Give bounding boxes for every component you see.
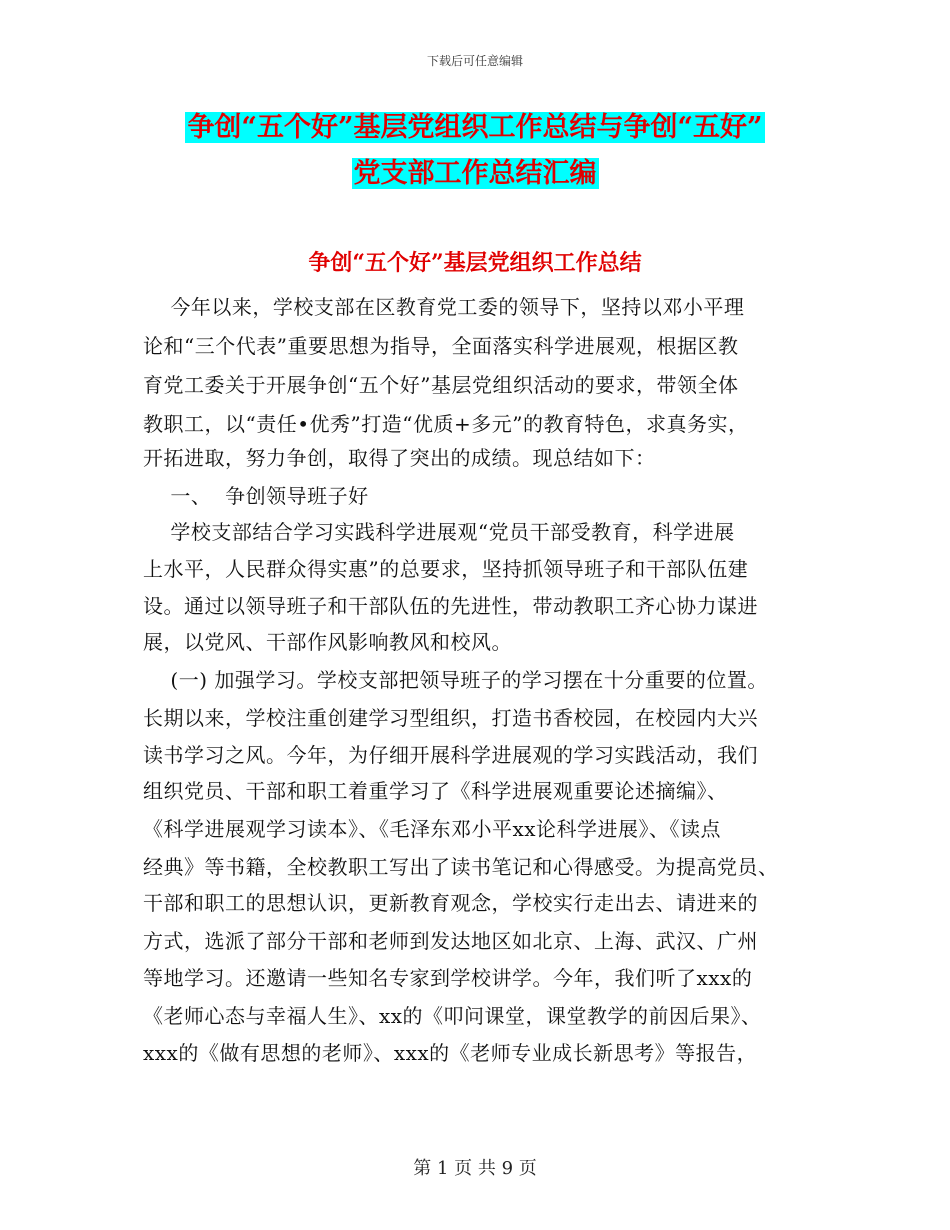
body-line: 育党工委关于开展争创“五个好”基层党组织活动的要求，带领全体 bbox=[143, 373, 739, 397]
body-line: 学校支部结合学习实践科学进展观“党员干部受教育，科学进展 bbox=[143, 520, 735, 544]
body-line: 设。通过以领导班子和干部队伍的先进性，带动教职工齐心协力谋进 bbox=[143, 594, 758, 618]
body-line: 《科学进展观学习读本》、《毛泽东邓小平xx论科学进展》、《读点 bbox=[143, 817, 722, 841]
body-line: 开拓进取，努力争创，取得了突出的成绩。现总结如下： bbox=[143, 446, 656, 470]
body-line: 论和“三个代表”重要思想为指导，全面落实科学进展观，根据区教 bbox=[143, 334, 739, 358]
document-title-line-2 bbox=[0, 154, 950, 194]
body-line: xxx的《做有思想的老师》、xxx的《老师专业成长新思考》等报告， bbox=[143, 1041, 758, 1065]
body-line: 教职工，以“责任•优秀”打造“优质+多元”的教育特色，求真务实， bbox=[143, 412, 749, 436]
body-line: 方式，选派了部分干部和老师到发达地区如北京、上海、武汉、广州 bbox=[143, 929, 758, 953]
title-highlight-2: 党支部工作总结汇编 bbox=[353, 158, 597, 189]
body-line: 组织党员、干部和职工着重学习了《科学进展观重要论述摘编》、 bbox=[143, 779, 728, 803]
body-line: 等地学习。还邀请一些知名专家到学校讲学。今年，我们听了xxx的 bbox=[143, 966, 753, 990]
body-line: 展，以党风、干部作风影响教风和校风。 bbox=[143, 630, 512, 654]
body-line: (一) 加强学习。学校支部把领导班子的学习摆在十分重要的位置。 bbox=[143, 668, 768, 692]
page-header-note: 下载后可任意编辑 bbox=[426, 54, 523, 68]
body-line: 长期以来，学校注重创建学习型组织，打造书香校园，在校园内大兴 bbox=[143, 706, 758, 730]
body-line: 读书学习之风。今年，为仔细开展科学进展观的学习实践活动，我们 bbox=[143, 743, 758, 767]
body-line: 干部和职工的思想认识，更新教育观念，学校实行走出去、请进来的 bbox=[143, 891, 758, 915]
body-line: 《老师心态与幸福人生》、xx的《叩问课堂，课堂教学的前因后果》、 bbox=[143, 1004, 762, 1028]
page-number: 第 1 页 共 9 页 bbox=[413, 1158, 537, 1179]
section-title: 争创“五个好”基层党组织工作总结 bbox=[308, 250, 642, 276]
title-highlight-1: 争创“五个好”基层党组织工作总结与争创“五好” bbox=[187, 112, 763, 143]
body-line: 一、 争创领导班子好 bbox=[143, 484, 369, 508]
body-line: 经典》等书籍，全校教职工写出了读书笔记和心得感受。为提高党员、 bbox=[143, 855, 779, 879]
body-line: 上水平，人民群众得实惠”的总要求，坚持抓领导班子和干部队伍建 bbox=[143, 557, 749, 581]
document-title-line-1 bbox=[0, 108, 950, 148]
body-line: 今年以来，学校支部在区教育党工委的领导下，坚持以邓小平理 bbox=[143, 295, 745, 319]
